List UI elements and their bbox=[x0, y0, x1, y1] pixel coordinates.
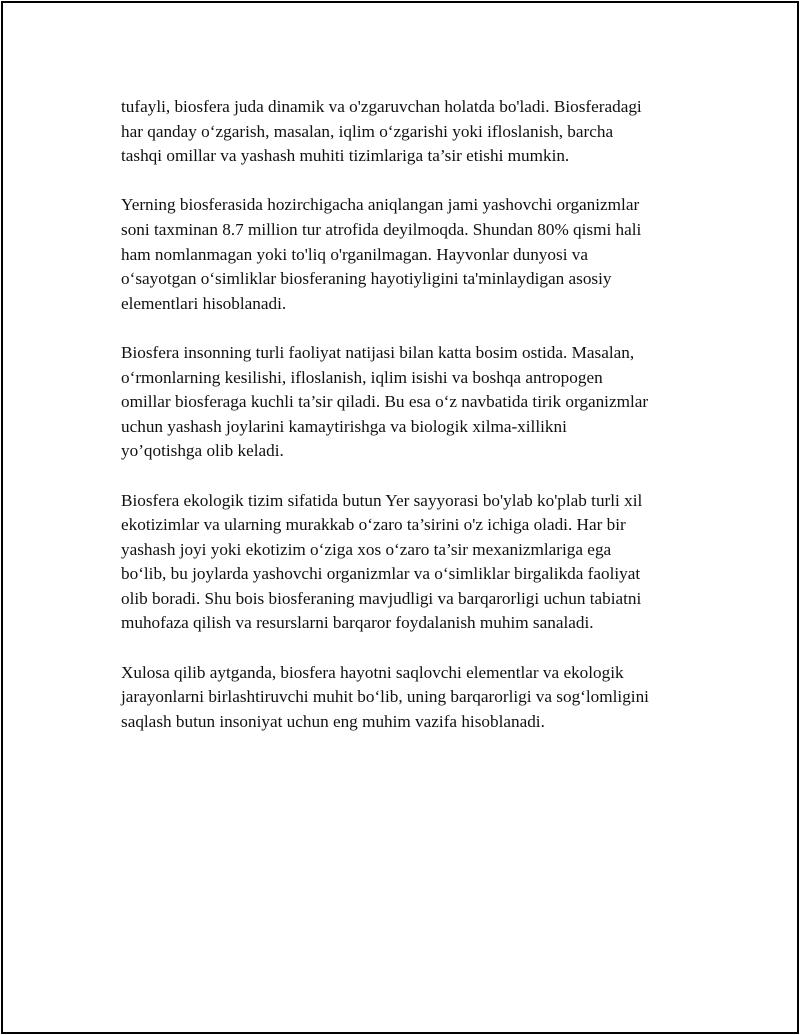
paragraph-5: Xulosa qilib aytganda, biosfera hayotni saqlovchi elementlar va ekologik jarayonlarni birlashtiruvchi muhit bo‘lib, uning barqarorligi va sog‘lomligini saqlash butun insoniyat uchun eng muhim vazifa hisoblanadi. bbox=[121, 662, 649, 731]
page-body bbox=[121, 95, 696, 759]
paragraph-3: Biosfera insonning turli faoliyat natijasi bilan katta bosim ostida. Masalan, o‘rmonlarning kesilishi, ifloslanish, iqlim isishi va boshqa antropogen omillar biosferaga kuchli ta’sir qiladi. Bu esa o‘z navbatida tirik organizmlar uchun yashash joylarini kamaytirishga va biologik xilma-xillikni yo’qotishga olib keladi. bbox=[121, 342, 649, 461]
document-page bbox=[1, 1, 799, 1034]
paragraph-1: tufayli, biosfera juda dinamik va o'zgaruvchan holatda bo'ladi. Biosferadagi har qanday o‘zgarish, masalan, iqlim o‘zgarishi yoki ifloslanish, barcha tashqi omillar va yashash muhiti tizimlariga ta’sir etishi mumkin. bbox=[121, 97, 642, 166]
paragraph-2: Yerning biosferasida hozirchigacha aniqlangan jami yashovchi organizmlar soni taxminan 8.7 million tur atrofida deyilmoqda. Shundan 80% qismi hali ham nomlanmagan yoki to'liq o'rganilmagan. Hayvonlar dunyosi va o‘sayotgan o‘simliklar biosferaning hayotiyligini ta'minlaydigan asosiy elementlari hisoblanadi. bbox=[121, 195, 642, 313]
paragraph-4: Biosfera ekologik tizim sifatida butun Yer sayyorasi bo'ylab ko'plab turli xil ekotizimlar va ularning murakkab o‘zaro ta’sirini o'z ichiga oladi. Har bir yashash joyi yoki ekotizim o‘ziga xos o‘zaro ta’sir mexanizmlariga ega bo‘lib, bu joylarda yashovchi organizmlar va o‘simliklar birgalikda faoliyat olib boradi. Shu bois biosferaning mavjudligi va barqarorligi uchun tabiatni muhofaza qilish va resurslarni barqaror foydalanish muhim sanaladi. bbox=[121, 490, 643, 633]
